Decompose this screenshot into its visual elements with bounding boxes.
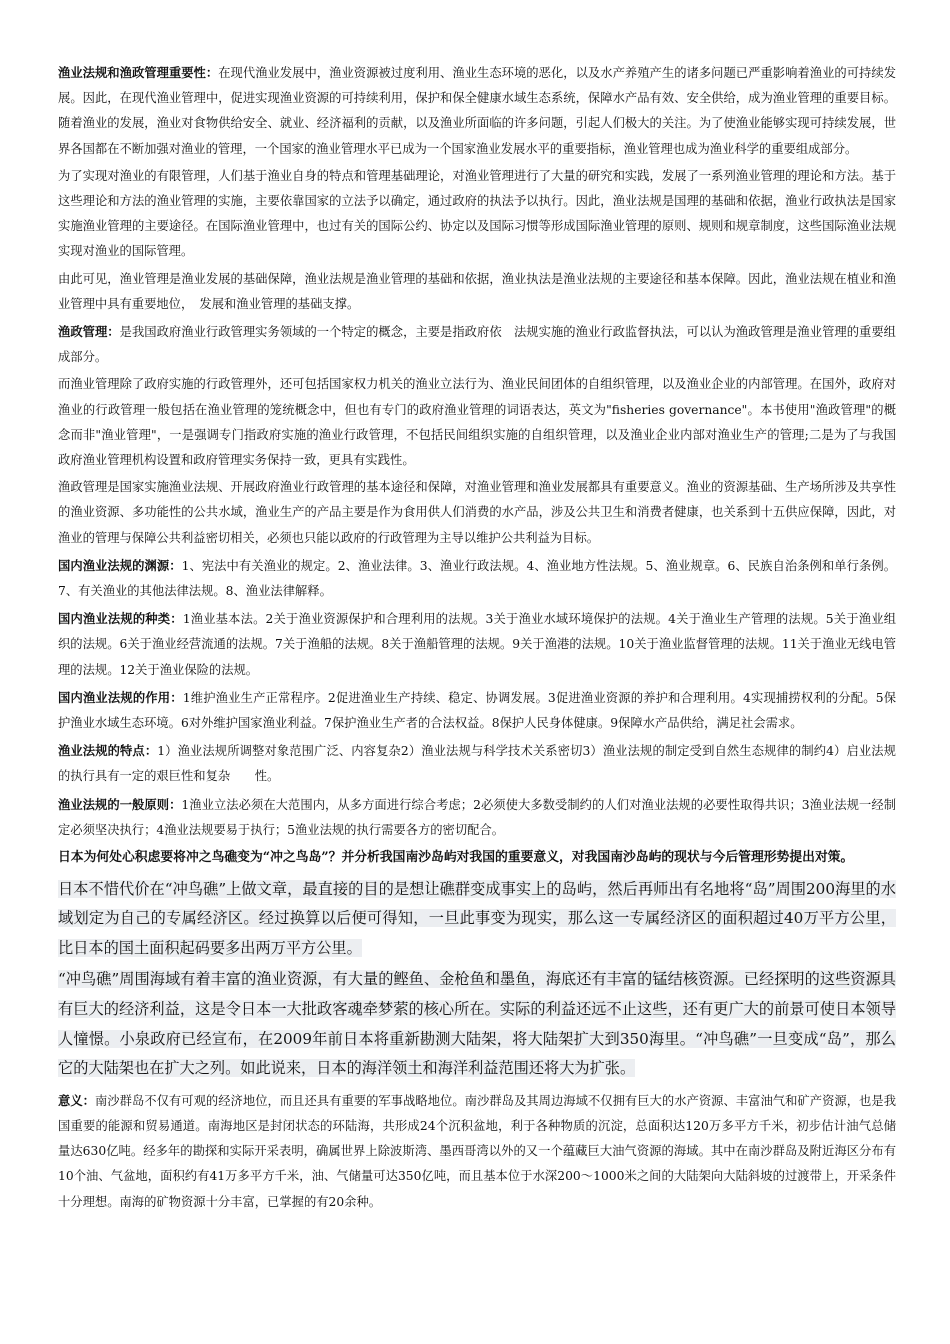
sources-text: 1、宪法中有关渔业的规定。2、渔业法律。3、渔业行政法规。4、渔业地方性法规。5、渔业规章。6、民族自治条例和单行条例。7、有关渔业的其他法律法规。8、渔业法律解释。 [58,558,896,599]
question-heading: 日本为何处心积虑要将冲之鸟礁变为“冲之鸟岛”？并分析我国南沙岛屿对我国的重要意义，对我国南沙岛屿的现状与今后管理形势提出对策。 [58,850,854,866]
importance-paragraph [58,60,896,162]
answer-paragraph-2 [58,965,896,1083]
types-text: 1渔业基本法。2关于渔业资源保护和合理利用的法规。3关于渔业水域环境保护的法规。4关于渔业生产管理的法规。5关于渔业组织的法规。6关于渔业经营流通的法规。7关于渔船的法规。8关于渔船管理的法规。9关于渔港的法规。10关于渔业监督管理的法规。11关于渔业无线电管理的法规。12关于渔业保险的法规。 [58,612,896,677]
importance-text: 在现代渔业发展中，渔业资源被过度利用、渔业生态环境的恶化，以及水产养殖产生的诸多问题已严重影响着渔业的可持续发展。因此，在现代渔业管理中，促进实现渔业资源的可持续利用，保护和保全健康水域生态系统，保障水产品有效、安全供给，成为渔业管理的重要目标。随着渔业的发展，渔业对食物供给安全、就业、经济福利的贡献，以及渔业所面临的许多问题，引起人们极大的关注。为了使渔业能够实现可持续发展，世界各国都在不断加强对渔业的管理，一个国家的渔业管理水平已成为一个国家渔业发展水平的重要指标，渔业管理也成为渔业科学的重要组成部分。 [58,66,896,156]
answer-text-2: “冲鸟礁”周围海域有着丰富的渔业资源，有大量的鲣鱼、金枪鱼和墨鱼，海底还有丰富的锰结核资源。已经探明的这些资源具有巨大的经济利益，这是令日本一大批政客魂牵梦萦的核心所在。实际的利益还远不止这些，还有更广大的前景可使日本领导人憧憬。小泉政府已经宣布，在2009年前日本将重新勘测大陆架，将大陆架扩大到350海里。“冲鸟礁”一旦变成“岛”，那么它的大陆架也在扩大之列。如此说来，日本的海洋领土和海洋利益范围还将大为扩张。 [58,970,896,1078]
features-paragraph [58,738,896,789]
management-theory-paragraph: 为了实现对渔业的有限管理，人们基于渔业自身的特点和管理基础理论，对渔业管理进行了大量的研究和实践，发展了一系列渔业管理的理论和方法。基于这些理论和方法的渔业管理的实施，主要依靠国家的立法予以确定，通过政府的执法予以执行。因此，渔业法规是国理的基础和依据，渔业行政执法是国家实施渔业管理的主要途径。在国际渔业管理中，也过有关的国际公约、协定以及国际习惯等形成国际渔业管理的原则、规则和规章制度，这些国际渔业法规实现对渔业的国际管理。 [58,168,896,259]
fisheries-admin-label: 渔政管理： [58,324,120,340]
governance-paragraph: 而渔业管理除了政府实施的行政管理外，还可包括国家权力机关的渔业立法行为、渔业民间团体的自组织管理，以及渔业企业的内部管理。在国外，政府对渔业的行政管理一般包括在渔业管理的笼统概念中，但也有专门的政府渔业管理的词语表达，英文为"fisheries governance"。本书使用"渔政管理"的概念而非"渔业管理"，一是强调专门指政府实施的渔业行政管理，不包括民间组织实施的自组织管理，以及渔业企业内部对渔业生产的管理;二是为了与我国政府渔业管理机构设置和政府管理实务保持一致，更具有实践性。 [58,377,896,468]
admin-significance-paragraph: 渔政管理是国家实施渔业法规、开展政府渔业行政管理的基本途径和保障，对渔业管理和渔业发展都具有重要意义。渔业的资源基础、生产场所涉及共享性的渔业资源、多功能性的公共水域，渔业生产的产品主要是作为食用供人们消费的水产品，涉及公共卫生和消费者健康，也关系到十五供应保障，因此，对渔业的管理与保障公共利益密切相关，必须也只能以政府的行政管理为主导以维护公共利益为目标。 [58,480,896,545]
principles-label: 渔业法规的一般原则： [58,796,182,812]
significance-label: 意义： [58,1092,95,1108]
significance-text: 南沙群岛不仅有可观的经济地位，而且还具有重要的军事战略地位。南沙群岛及其周边海域不仅拥有巨大的水产资源、丰富油气和矿产资源，也是我国重要的能源和贸易通道。南海地区是封闭状态的环陆海，共形成24个沉积盆地，利于各种物质的沉淀，总面积达120万多平方千米，初步估计油气总储量达630亿吨。经多年的勘探和实际开采表明，确属世界上除波斯湾、墨西哥湾以外的又一个蕴藏巨大油气资源的海域。其中在南沙群岛及附近海区分布有10个油、气盆地，面积约有41万多平方千米，油、气储量可达350亿吨，而且基本位于水深200～1000米之间的大陆架向大陆斜坡的过渡带上，开采条件十分理想。南海的矿物资源十分丰富，已掌握的有20余种。 [58,1093,896,1209]
fisheries-admin-paragraph [58,319,896,370]
roles-label: 国内渔业法规的作用： [58,689,183,705]
significance-paragraph [58,1088,896,1215]
summary-paragraph: 由此可见，渔业管理是渔业发展的基础保障，渔业法规是渔业管理的基础和依据，渔业执法是渔业法规的主要途径和基本保障。因此，渔业法规在植业和渔业管理中具有重要地位， 发展和渔业管理的基础支撑。 [58,271,896,311]
features-text: 1）渔业法规所调整对象范围广泛、内容复杂2）渔业法规与科学技术关系密切3）渔业法规的制定受到自然生态规律的制约4）启业法规的执行具有一定的艰巨性和复杂 性。 [58,744,896,784]
document-page [58,60,896,1217]
fisheries-admin-text: 是我国政府渔业行政管理实务领域的一个特定的概念，主要是指政府依 法规实施的渔业行政监督执法，可以认为渔政管理是渔业管理的重要组成部分。 [58,325,896,365]
roles-paragraph [58,685,896,736]
importance-label: 渔业法规和渔政管理重要性： [58,65,219,80]
answer-paragraph-1 [58,875,896,964]
features-label: 渔业法规的特点： [58,743,158,759]
roles-text: 1维护渔业生产正常程序。2促进渔业生产持续、稳定、协调发展。3促进渔业资源的养护和合理利用。4实现捕捞权利的分配。5保护渔业水域生态环境。6对外维护国家渔业利益。7保护渔业生产者的合法权益。8保护人民身体健康。9保障水产品供给，满足社会需求。 [58,690,896,731]
types-paragraph [58,606,896,683]
sources-label: 国内渔业法规的渊源： [58,557,182,573]
sources-paragraph [58,553,896,604]
types-label: 国内渔业法规的种类： [58,611,183,627]
answer-text-1: 日本不惜代价在“冲鸟礁”上做文章，最直接的目的是想让礁群变成事实上的岛屿，然后再师出有名地将“岛”周围200海里的水域划定为自己的专属经济区。经过换算以后便可得知，一旦此事变为现实，那么这一专属经济区的面积超过40万平方公里，比日本的国土面积起码要多出两万平方公里。 [58,879,896,957]
principles-paragraph [58,792,896,843]
principles-text: 1渔业立法必须在大范围内，从多方面进行综合考虑；2必须使大多数受制约的人们对渔业法规的必要性取得共识；3渔业法规一经制定必须坚决执行；4渔业法规要易于执行；5渔业法规的执行需要各方的密切配合。 [58,797,896,837]
